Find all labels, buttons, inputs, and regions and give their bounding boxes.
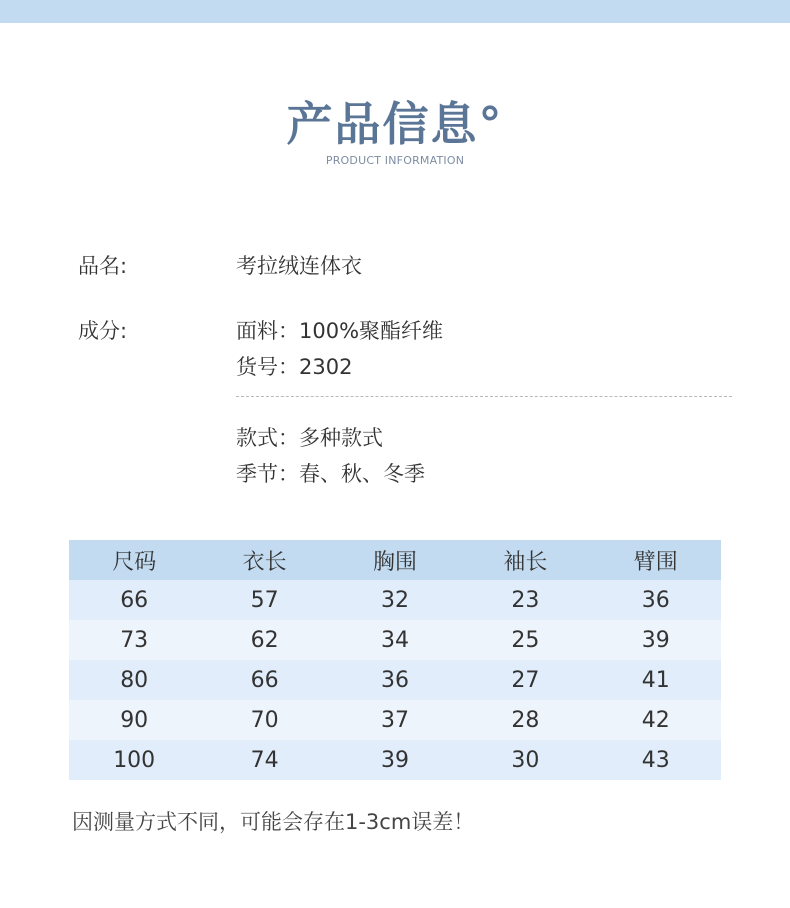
- top-banner-bar: [0, 0, 790, 23]
- header-length: 衣长: [242, 549, 287, 575]
- header-sleeve: 袖长: [503, 549, 548, 575]
- page-title: 产品信息°: [286, 97, 504, 151]
- table-cell: 34: [380, 627, 409, 653]
- header-size: 尺码: [112, 549, 157, 575]
- table-cell: 36: [641, 587, 670, 613]
- table-cell: 42: [641, 707, 670, 733]
- table-cell: 37: [380, 707, 409, 733]
- table-row: [69, 700, 721, 740]
- table-cell: 36: [380, 667, 409, 693]
- table-cell: 66: [120, 587, 149, 613]
- header-arm: 臂围: [633, 549, 678, 575]
- table-cell: 30: [511, 747, 540, 773]
- table-row: [69, 620, 721, 660]
- table-cell: 43: [641, 747, 670, 773]
- table-cell: 62: [250, 627, 279, 653]
- table-cell: 28: [511, 707, 540, 733]
- table-cell: 73: [120, 627, 149, 653]
- composition-label: 成分:: [78, 319, 128, 343]
- table-cell: 25: [511, 627, 540, 653]
- dashed-divider: [236, 396, 732, 397]
- table-cell: 66: [250, 667, 279, 693]
- measurement-note: 因测量方式不同，可能会存在1-3cm误差！: [72, 810, 475, 834]
- table-cell: 80: [120, 667, 149, 693]
- table-cell: 41: [641, 667, 670, 693]
- fabric-value: 面料：100%聚酯纤维: [236, 319, 444, 343]
- table-row: [69, 580, 721, 620]
- header-chest: 胸围: [372, 549, 417, 575]
- table-cell: 32: [380, 587, 409, 613]
- style-value: 款式：多种款式: [236, 426, 383, 450]
- page-subtitle: PRODUCT INFORMATION: [325, 154, 465, 167]
- item-number-value: 货号：2302: [236, 355, 353, 379]
- table-header-row: [69, 540, 721, 580]
- table-cell: 27: [511, 667, 540, 693]
- size-table: [69, 540, 721, 780]
- table-cell: 23: [511, 587, 540, 613]
- table-cell: 74: [250, 747, 279, 773]
- season-value: 季节：春、秋、冬季: [236, 462, 425, 486]
- product-name-label: 品名:: [78, 254, 128, 278]
- table-row: [69, 660, 721, 700]
- table-cell: 70: [250, 707, 279, 733]
- product-name-value: 考拉绒连体衣: [236, 254, 362, 278]
- table-row: [69, 740, 721, 780]
- table-cell: 39: [380, 747, 409, 773]
- table-cell: 100: [113, 747, 156, 773]
- table-cell: 57: [250, 587, 279, 613]
- table-cell: 39: [641, 627, 670, 653]
- table-cell: 90: [120, 707, 149, 733]
